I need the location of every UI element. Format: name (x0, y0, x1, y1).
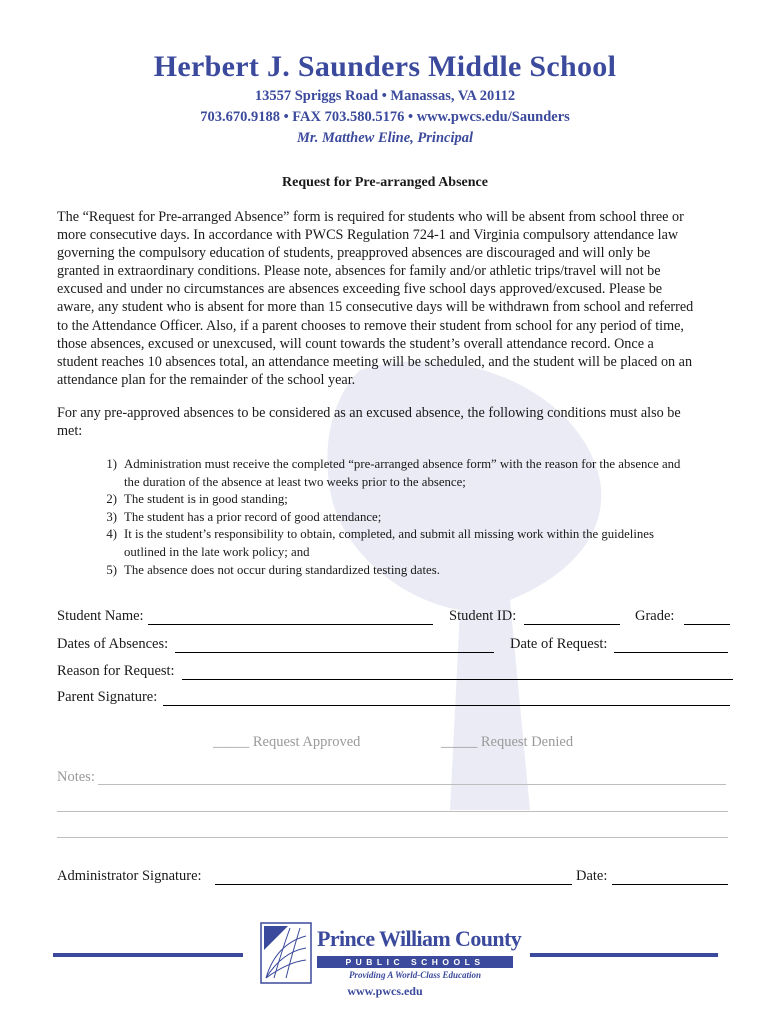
condition-text: the duration of the absence at least two weeks prior to the absence; (124, 474, 466, 489)
condition-text: The absence does not occur during standardized testing dates. (124, 562, 440, 577)
dates-of-absences-label: Dates of Absences: (57, 636, 169, 652)
grade-field[interactable] (684, 624, 730, 625)
notes-line[interactable] (57, 811, 728, 812)
conditions-intro-line: met: (57, 423, 83, 440)
condition-item (70, 509, 740, 527)
intro-paragraph (57, 208, 740, 389)
parent-signature-label: Parent Signature: (57, 689, 158, 705)
intro-line: to the Attendance Officer. Also, if a parent chooses to remove their student from school for any period of time, (57, 317, 684, 334)
condition-number: 5) (106, 562, 117, 577)
admin-signature-label: Administrator Signature: (57, 868, 202, 884)
conditions-intro (57, 404, 740, 440)
request-approved-option[interactable]: _____ Request Approved (213, 734, 361, 750)
dates-of-absences-field[interactable] (175, 652, 494, 653)
conditions-intro-line: For any pre-approved absences to be considered as an excused absence, the following conditions must also be (57, 405, 681, 421)
intro-line: aware, any student who is absent for more than 15 consecutive days will be withdrawn from school and referred (57, 299, 694, 316)
school-address: 13557 Spriggs Road • Manassas, VA 20112 (254, 88, 516, 104)
pwcs-emblem-icon (260, 922, 312, 984)
school-name: Herbert J. Saunders Middle School (153, 50, 617, 83)
pwcs-public-schools: PUBLIC SCHOOLS (317, 956, 513, 968)
notes-line[interactable] (57, 837, 728, 838)
intro-line: more consecutive days. In accordance with PWCS Regulation 724-1 and Virginia compulsory attendance law (57, 227, 679, 244)
condition-item (70, 491, 740, 509)
condition-text: It is the student’s responsibility to obtain, completed, and submit all missing work within the guidelines (124, 527, 654, 542)
condition-item (70, 456, 740, 491)
request-denied-option[interactable]: _____ Request Denied (441, 734, 574, 750)
school-contact: 703.670.9188 • FAX 703.580.5176 • www.pwcs.edu/Saunders (200, 109, 570, 125)
condition-number: 4) (106, 527, 117, 542)
student-id-label: Student ID: (449, 608, 517, 624)
condition-item (70, 562, 740, 580)
principal-name: Mr. Matthew Eline, Principal (296, 130, 474, 146)
intro-line: The “Request for Pre-arranged Absence” form is required for students who will be absent from school three or (57, 209, 684, 225)
condition-item (70, 526, 740, 561)
student-name-label: Student Name: (57, 608, 144, 624)
admin-signature-field[interactable] (215, 884, 572, 885)
condition-text: outlined in the late work policy; and (124, 544, 310, 559)
admin-date-label: Date: (576, 868, 608, 884)
intro-line: governing the compulsory education of students, preapproved absences are discouraged and will only be (57, 245, 651, 262)
intro-line: granted in extraordinary conditions. Please note, absences for family and/or athletic trips/travel will not be (57, 263, 661, 280)
pwcs-logo (260, 922, 522, 984)
condition-text: The student has a prior record of good attendance; (124, 509, 382, 524)
pwcs-url-link[interactable]: www.pwcs.edu (347, 984, 423, 998)
condition-text: The student is in good standing; (124, 492, 288, 507)
pwcs-name: Prince William County (317, 926, 522, 951)
admin-date-field[interactable] (612, 884, 728, 885)
date-of-request-label: Date of Request: (510, 636, 608, 652)
intro-line: excused and under no circumstances are absences exceeding five school days approved/excused. Please be (57, 281, 663, 298)
condition-number: 2) (106, 492, 117, 507)
footer-bar-right (530, 953, 718, 957)
student-name-field[interactable] (148, 624, 433, 625)
condition-number: 3) (106, 509, 117, 524)
intro-line: attendance plan for the remainder of the school year. (57, 371, 356, 388)
date-of-request-field[interactable] (614, 652, 728, 653)
condition-text: Administration must receive the completed “pre-arranged absence form” with the reason for the absence and (124, 457, 681, 471)
footer-bar-left (53, 953, 243, 957)
conditions-list (70, 456, 740, 579)
reason-label: Reason for Request: (57, 663, 175, 679)
notes-label: Notes: (57, 769, 95, 785)
reason-field[interactable] (182, 679, 733, 680)
form-title: Request for Pre-arranged Absence (282, 175, 488, 190)
intro-line: student reaches 10 absences total, an attendance meeting will be scheduled, and the student will be placed on an (57, 353, 693, 370)
student-id-field[interactable] (524, 624, 620, 625)
pwcs-tagline: Providing A World-Class Education (348, 970, 482, 980)
grade-label: Grade: (635, 608, 675, 624)
condition-number: 1) (106, 457, 117, 471)
notes-line[interactable] (98, 784, 726, 785)
intro-line: those absences, excused or unexcused, will count towards the student’s overall attendance record. Once a (57, 335, 654, 352)
parent-signature-field[interactable] (163, 705, 730, 706)
